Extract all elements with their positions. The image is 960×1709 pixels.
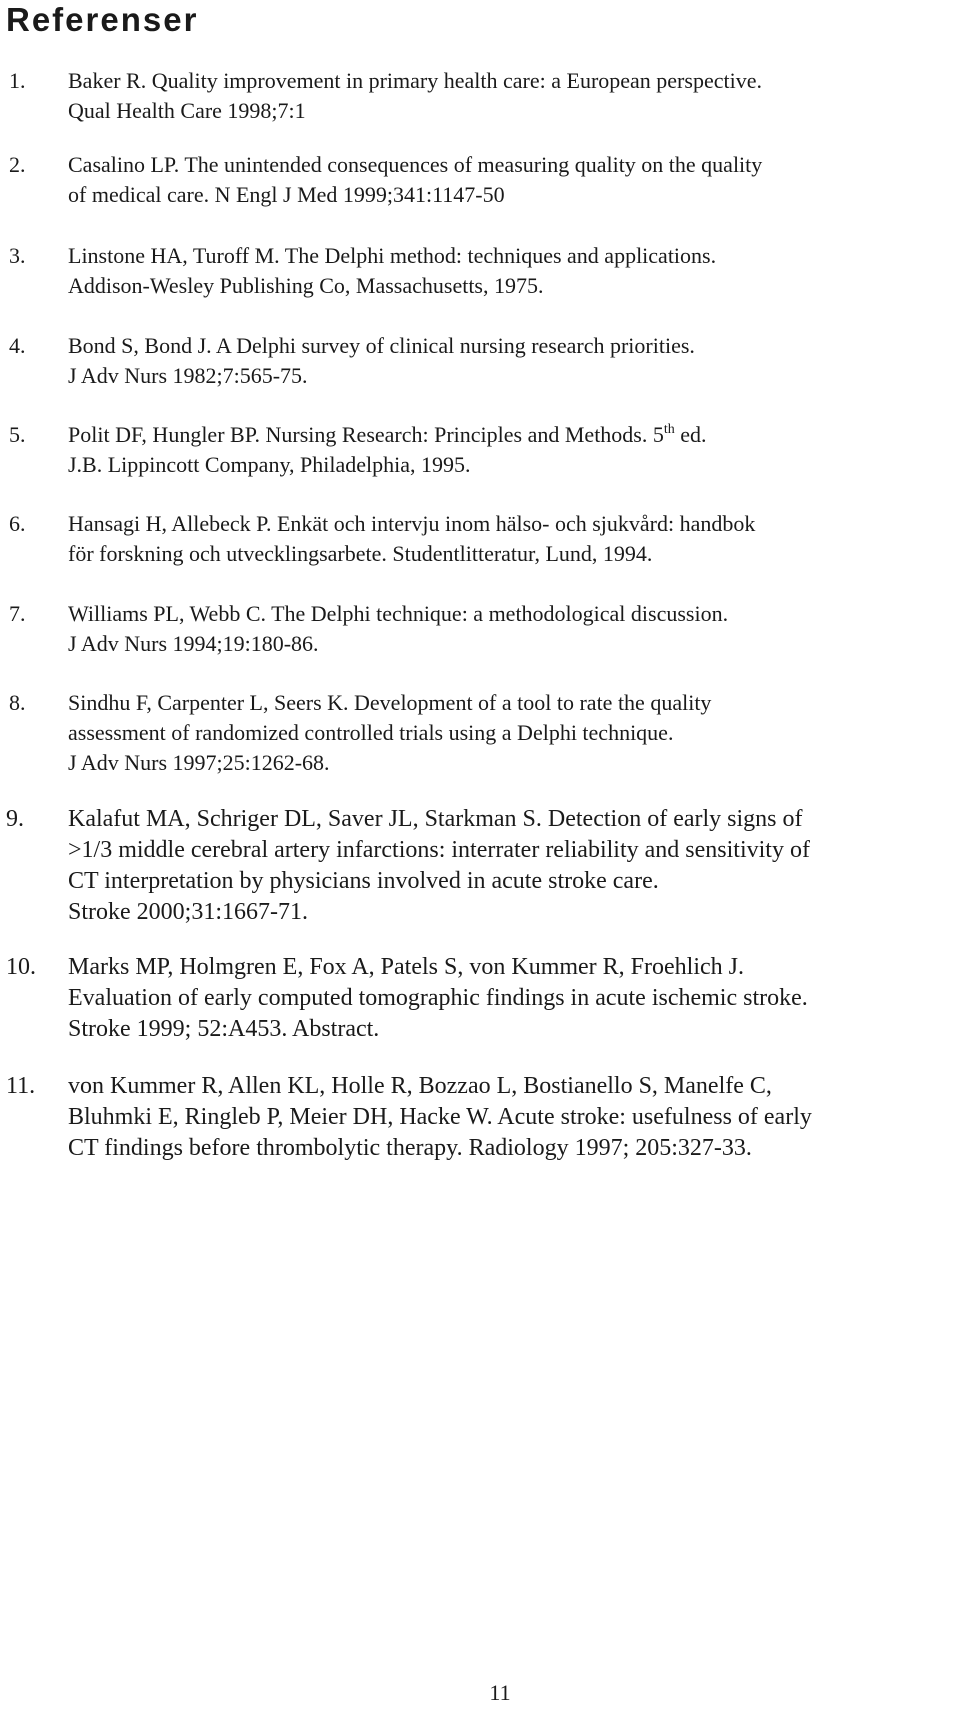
reference-line: Casalino LP. The unintended consequences of measuring quality on the quality xyxy=(68,152,763,177)
reference-number: 6. xyxy=(9,511,26,536)
reference-text: Polit DF, Hungler BP. Nursing Research: Principles and Methods. 5 xyxy=(68,422,664,447)
reference-line: assessment of randomized controlled trials using a Delphi technique. xyxy=(68,720,674,745)
reference-line: Williams PL, Webb C. The Delphi technique: a methodological discussion. xyxy=(68,601,729,626)
reference-line: von Kummer R, Allen KL, Holle R, Bozzao L, Bostianello S, Manelfe C, xyxy=(68,1073,772,1099)
reference-item-1 xyxy=(0,66,950,126)
reference-line: CT interpretation by physicians involved in acute stroke care. xyxy=(68,868,659,894)
reference-line: Stroke 1999; 52:A453. Abstract. xyxy=(68,1016,380,1042)
reference-item-9 xyxy=(0,804,950,928)
reference-line: Kalafut MA, Schriger DL, Saver JL, Starkman S. Detection of early signs of xyxy=(68,806,803,832)
reference-number: 9. xyxy=(6,806,24,832)
page-heading: Referenser xyxy=(6,1,199,38)
reference-line: Bluhmki E, Ringleb P, Meier DH, Hacke W. Acute stroke: usefulness of early xyxy=(68,1104,812,1130)
reference-number: 10. xyxy=(6,954,36,980)
reference-line: Qual Health Care 1998;7:1 xyxy=(68,98,306,123)
reference-line: J.B. Lippincott Company, Philadelphia, 1995. xyxy=(68,452,471,477)
reference-line: Hansagi H, Allebeck P. Enkät och intervju inom hälso- och sjukvård: handbok xyxy=(68,511,756,536)
reference-line: >1/3 middle cerebral artery infarctions: interrater reliability and sensitivity of xyxy=(68,837,810,863)
reference-line: Marks MP, Holmgren E, Fox A, Patels S, von Kummer R, Froehlich J. xyxy=(68,954,744,980)
reference-number: 3. xyxy=(9,243,26,268)
reference-item-5 xyxy=(0,420,950,480)
superscript-ordinal: th xyxy=(663,422,675,437)
reference-line: J Adv Nurs 1994;19:180-86. xyxy=(68,631,319,656)
reference-number: 2. xyxy=(9,152,26,177)
reference-line: J Adv Nurs 1982;7:565-75. xyxy=(68,363,308,388)
reference-number: 8. xyxy=(9,690,26,715)
reference-number: 1. xyxy=(9,68,26,93)
reference-number: 11. xyxy=(6,1073,36,1099)
reference-line: Baker R. Quality improvement in primary health care: a European perspective. xyxy=(68,68,762,93)
reference-line: J Adv Nurs 1997;25:1262-68. xyxy=(68,750,330,775)
reference-line: Linstone HA, Turoff M. The Delphi method: techniques and applications. xyxy=(68,243,717,268)
reference-line: Sindhu F, Carpenter L, Seers K. Development of a tool to rate the quality xyxy=(68,690,712,715)
reference-line: CT findings before thrombolytic therapy. Radiology 1997; 205:327-33. xyxy=(68,1135,752,1161)
reference-line: Evaluation of early computed tomographic findings in acute ischemic stroke. xyxy=(68,985,808,1011)
reference-item-11 xyxy=(0,1071,950,1164)
reference-item-8 xyxy=(0,688,950,778)
reference-item-7 xyxy=(0,599,950,659)
reference-number: 4. xyxy=(9,333,26,358)
reference-text: ed. xyxy=(674,422,707,447)
reference-line: Bond S, Bond J. A Delphi survey of clinical nursing research priorities. xyxy=(68,333,695,358)
reference-line: för forskning och utvecklingsarbete. Studentlitteratur, Lund, 1994. xyxy=(68,541,653,566)
reference-item-6 xyxy=(0,509,950,569)
reference-number: 5. xyxy=(9,422,26,447)
reference-item-4 xyxy=(0,331,950,391)
reference-line: Addison-Wesley Publishing Co, Massachusetts, 1975. xyxy=(68,273,544,298)
reference-item-10 xyxy=(0,952,950,1045)
page-number: 11 xyxy=(489,1680,511,1705)
reference-item-2 xyxy=(0,150,950,210)
reference-line: of medical care. N Engl J Med 1999;341:1147-50 xyxy=(68,182,505,207)
reference-line: Stroke 2000;31:1667-71. xyxy=(68,899,308,925)
reference-item-3 xyxy=(0,241,950,301)
reference-line xyxy=(0,420,950,450)
reference-number: 7. xyxy=(9,601,26,626)
